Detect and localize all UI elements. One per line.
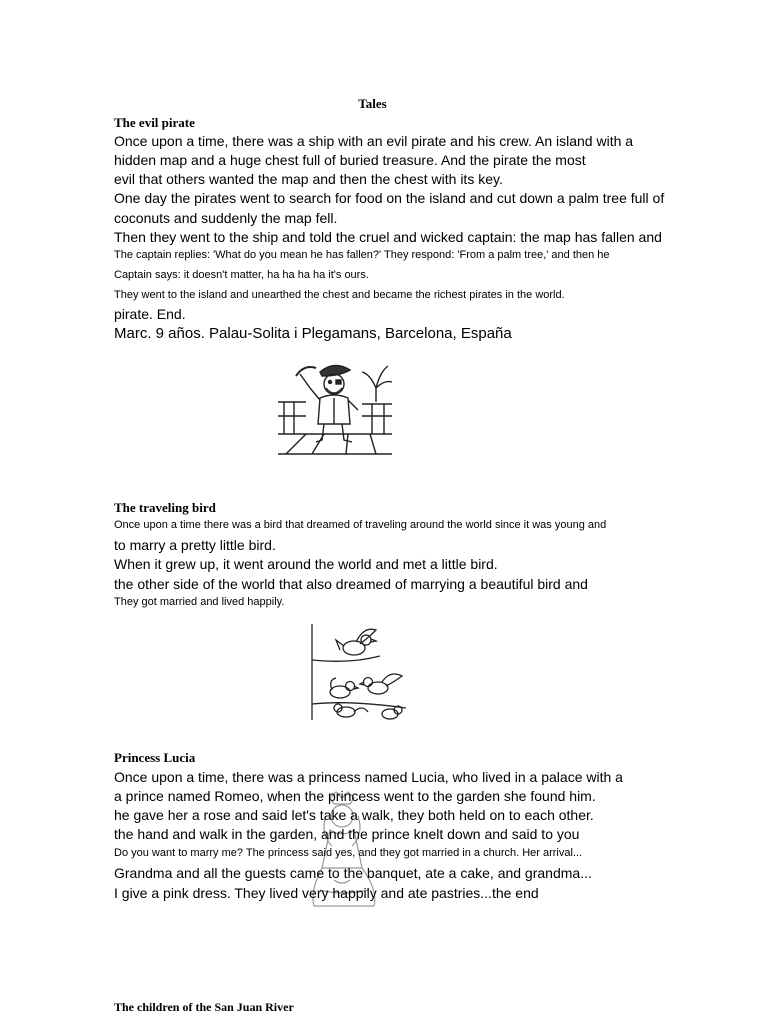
story-heading-traveling-bird: The traveling bird — [114, 500, 216, 515]
story-line: the hand and walk in the garden, and the prince knelt down and said to you — [114, 826, 580, 842]
story-line: I give a pink dress. They lived very happily and ate pastries...the end — [114, 885, 539, 901]
story-line: Once upon a time, there was a ship with an evil pirate and his crew. An island with a — [114, 133, 634, 149]
story-heading-san-juan-river: The children of the San Juan River — [114, 1000, 294, 1014]
story-line: One day the pirates went to search for food on the island and cut down a palm tree full of — [114, 190, 665, 206]
story-line: pirate. End. — [114, 306, 186, 322]
story-line: Once upon a time, there was a princess named Lucia, who lived in a palace with a — [114, 769, 623, 785]
story-line: The captain replies: 'What do you mean he has fallen?' They respond: 'From a palm tree,' and then he — [114, 249, 610, 261]
document-title: Tales — [358, 96, 387, 111]
story-line: Grandma and all the guests came to the banquet, ate a cake, and grandma... — [114, 865, 592, 881]
story-line: When it grew up, it went around the world and met a little bird. — [114, 556, 498, 572]
story-line: They got married and lived happily. — [114, 596, 285, 608]
story-heading-evil-pirate: The evil pirate — [114, 115, 195, 130]
story-line: he gave her a rose and said let's take a walk, they both held on to each other. — [114, 807, 594, 823]
story-line: evil that others wanted the map and then the chest with its key. — [114, 171, 503, 187]
story-line: to marry a pretty little bird. — [114, 537, 276, 553]
pirate-illustration — [276, 358, 394, 456]
story-line: coconuts and suddenly the map fell. — [114, 210, 338, 226]
story-line: hidden map and a huge chest full of buried treasure. And the pirate the most — [114, 152, 586, 168]
story-line: Once upon a time there was a bird that dreamed of traveling around the world since it was young and — [114, 519, 607, 531]
birds-illustration — [310, 620, 410, 724]
story-line: Then they went to the ship and told the cruel and wicked captain: the map has fallen and — [114, 229, 662, 245]
story-line: Captain says: it doesn't matter, ha ha ha ha it's ours. — [114, 269, 369, 281]
story-author-line: Marc. 9 años. Palau-Solita i Plegamans, Barcelona, España — [114, 325, 512, 342]
story-line: They went to the island and unearthed the chest and became the richest pirates in the world. — [114, 289, 565, 301]
story-line: the other side of the world that also dreamed of marrying a beautiful bird and — [114, 576, 588, 592]
story-line: a prince named Romeo, when the princess went to the garden she found him. — [114, 788, 596, 804]
story-line: Do you want to marry me? The princess said yes, and they got married in a church. Her arrival... — [114, 847, 583, 859]
story-heading-princess-lucia: Princess Lucia — [114, 750, 196, 765]
